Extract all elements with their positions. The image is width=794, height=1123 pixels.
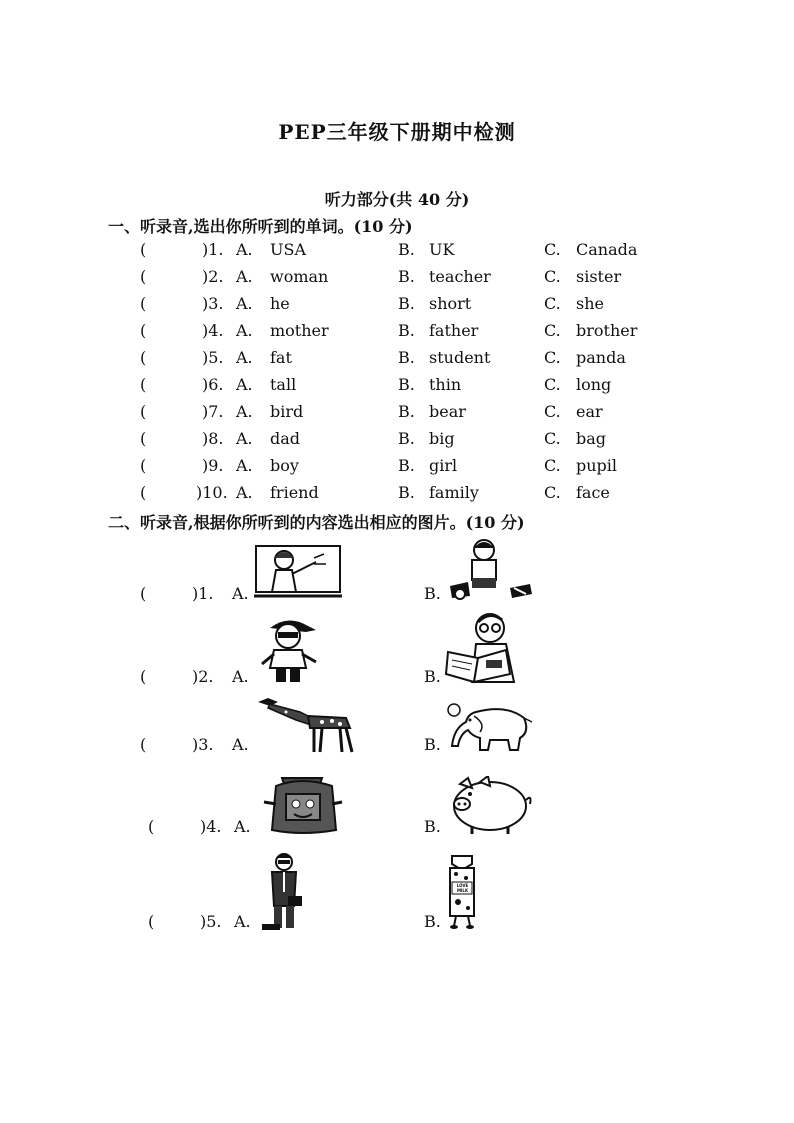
man-with-briefcase-picture[interactable] (260, 852, 304, 932)
option-a-letter: A. (232, 735, 249, 754)
option-a-letter: A. (234, 912, 251, 931)
picture-question-4 (148, 817, 708, 847)
option-b-letter: B. (398, 402, 415, 421)
answer-paren-open[interactable]: ( (140, 294, 147, 313)
option-c-word[interactable]: Canada (576, 240, 638, 259)
word-question-1 (140, 240, 700, 264)
elephant-picture[interactable] (446, 702, 534, 752)
question-number: )6. (202, 375, 224, 394)
option-a-letter: A. (236, 483, 253, 502)
section2-heading: 二、听录音,根据你所听到的内容选出相应的图片。(10 分) (108, 513, 525, 532)
option-a-letter: A. (232, 584, 249, 603)
answer-paren-open[interactable]: ( (140, 375, 147, 394)
question-number: )5. (200, 912, 222, 931)
option-a-word[interactable]: tall (270, 375, 297, 394)
option-b-letter: B. (398, 429, 415, 448)
question-number: )7. (202, 402, 224, 421)
option-b-letter: B. (398, 267, 415, 286)
option-b-letter: B. (424, 667, 441, 686)
option-c-word[interactable]: she (576, 294, 604, 313)
option-a-word[interactable]: dad (270, 429, 301, 448)
option-c-word[interactable]: long (576, 375, 612, 394)
option-b-word[interactable]: short (429, 294, 472, 313)
option-a-word[interactable]: bird (270, 402, 304, 421)
picture-question-2 (140, 667, 700, 697)
answer-paren-open[interactable]: ( (148, 817, 155, 836)
option-a-letter: A. (236, 240, 253, 259)
option-c-letter: C. (544, 402, 561, 421)
option-c-letter: C. (544, 348, 561, 367)
option-b-letter: B. (398, 321, 415, 340)
option-b-letter: B. (424, 912, 441, 931)
option-b-letter: B. (398, 240, 415, 259)
picture-question-5 (148, 912, 708, 942)
question-number: )2. (192, 667, 214, 686)
option-b-word[interactable]: student (429, 348, 491, 367)
option-a-letter: A. (236, 267, 253, 286)
question-number: )1. (192, 584, 214, 603)
word-question-8 (140, 429, 700, 453)
question-number: )10. (196, 483, 228, 502)
option-c-letter: C. (544, 294, 561, 313)
option-b-word[interactable]: big (429, 429, 455, 448)
option-a-letter: A. (236, 375, 253, 394)
option-c-word[interactable]: bag (576, 429, 607, 448)
option-c-letter: C. (544, 240, 561, 259)
option-c-letter: C. (544, 267, 561, 286)
option-a-letter: A. (236, 429, 253, 448)
option-c-letter: C. (544, 456, 561, 475)
option-a-word[interactable]: he (270, 294, 290, 313)
answer-paren-open[interactable]: ( (140, 667, 147, 686)
option-a-letter: A. (232, 667, 249, 686)
word-question-7 (140, 402, 700, 426)
option-b-letter: B. (398, 294, 415, 313)
schoolbag-picture[interactable] (262, 772, 344, 836)
option-b-letter: B. (424, 735, 441, 754)
option-b-word[interactable]: bear (429, 402, 466, 421)
option-c-letter: C. (544, 483, 561, 502)
option-a-letter: A. (236, 348, 253, 367)
option-b-word[interactable]: UK (429, 240, 455, 259)
answer-paren-open[interactable]: ( (140, 735, 147, 754)
word-question-4 (140, 321, 700, 345)
boy-with-cap-picture[interactable] (256, 614, 322, 686)
word-question-10 (140, 483, 700, 507)
answer-paren-open[interactable]: ( (140, 321, 147, 340)
answer-paren-open[interactable]: ( (140, 429, 147, 448)
answer-paren-open[interactable]: ( (140, 348, 147, 367)
option-a-word[interactable]: mother (270, 321, 329, 340)
option-b-letter: B. (398, 483, 415, 502)
section1-heading: 一、听录音,选出你所听到的单词。(10 分) (108, 217, 413, 236)
option-a-word[interactable]: woman (270, 267, 329, 286)
option-b-word[interactable]: father (429, 321, 479, 340)
answer-paren-open[interactable]: ( (140, 240, 147, 259)
man-reading-book-picture[interactable] (444, 608, 526, 686)
word-question-9 (140, 456, 700, 480)
option-b-letter: B. (424, 584, 441, 603)
option-a-word[interactable]: USA (270, 240, 306, 259)
answer-paren-open[interactable]: ( (140, 584, 147, 603)
option-b-word[interactable]: thin (429, 375, 462, 394)
option-b-letter: B. (424, 817, 441, 836)
option-b-letter: B. (398, 456, 415, 475)
picture-question-3 (140, 735, 700, 765)
question-number: )3. (192, 735, 214, 754)
word-question-6 (140, 375, 700, 399)
picture-question-1 (140, 584, 700, 614)
option-a-word[interactable]: boy (270, 456, 299, 475)
boy-with-toys-picture[interactable] (446, 538, 534, 602)
option-c-word[interactable]: panda (576, 348, 626, 367)
word-question-3 (140, 294, 700, 318)
question-number: )3. (202, 294, 224, 313)
word-question-2 (140, 267, 700, 291)
option-a-word[interactable]: friend (270, 483, 319, 502)
question-number: )1. (202, 240, 224, 259)
answer-paren-open[interactable]: ( (148, 912, 155, 931)
milk-carton-label: LOVE MILK (456, 883, 469, 893)
option-c-letter: C. (544, 429, 561, 448)
giraffe-picture[interactable] (256, 694, 356, 754)
option-c-word[interactable]: brother (576, 321, 638, 340)
option-a-word[interactable]: fat (270, 348, 292, 367)
option-b-word[interactable]: girl (429, 456, 458, 475)
question-number: )4. (200, 817, 222, 836)
option-b-letter: B. (398, 348, 415, 367)
page-title: PEP三年级下册期中检测 (278, 120, 516, 144)
option-a-letter: A. (236, 321, 253, 340)
option-c-word[interactable]: pupil (576, 456, 618, 475)
question-number: )9. (202, 456, 224, 475)
option-b-letter: B. (398, 375, 415, 394)
answer-paren-open[interactable]: ( (140, 267, 147, 286)
question-number: )5. (202, 348, 224, 367)
option-c-letter: C. (544, 321, 561, 340)
pig-picture[interactable] (446, 776, 532, 836)
option-b-word[interactable]: family (429, 483, 479, 502)
question-number: )4. (202, 321, 224, 340)
question-number: )8. (202, 429, 224, 448)
option-c-word[interactable]: sister (576, 267, 622, 286)
option-a-letter: A. (234, 817, 251, 836)
listening-part-subtitle: 听力部分(共 40 分) (324, 190, 470, 209)
answer-paren-open[interactable]: ( (140, 483, 147, 502)
option-a-letter: A. (236, 456, 253, 475)
option-b-word[interactable]: teacher (429, 267, 491, 286)
word-question-5 (140, 348, 700, 372)
teacher-at-board-picture[interactable] (254, 544, 342, 600)
answer-paren-open[interactable]: ( (140, 456, 147, 475)
option-c-word[interactable]: ear (576, 402, 603, 421)
answer-paren-open[interactable]: ( (140, 402, 147, 421)
option-c-letter: C. (544, 375, 561, 394)
milk-carton-picture[interactable] (444, 854, 480, 930)
question-number: )2. (202, 267, 224, 286)
option-c-word[interactable]: face (576, 483, 610, 502)
option-a-letter: A. (236, 402, 253, 421)
option-a-letter: A. (236, 294, 253, 313)
